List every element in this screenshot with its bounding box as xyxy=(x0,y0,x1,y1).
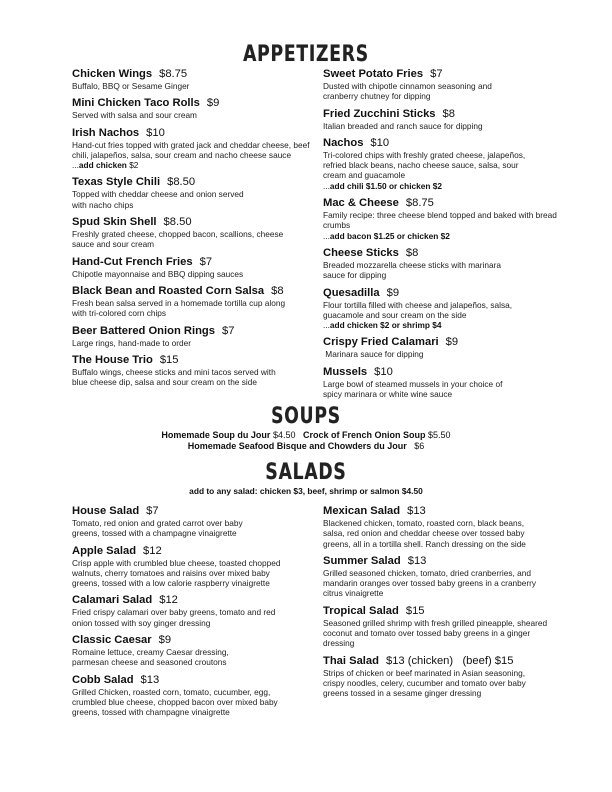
item-price: $13 xyxy=(407,505,426,517)
soups-line-1 xyxy=(0,430,612,441)
salads-left-column xyxy=(72,505,317,724)
appetizers-right-column xyxy=(323,68,568,405)
item-price: $9 xyxy=(206,97,220,110)
item-name: Cheese Sticks xyxy=(323,246,399,259)
item-price: $8 xyxy=(442,107,455,120)
item-description: Strips of chicken or beef marinated in Asian seasoning, crispy noodles, celery, cucumber and tomato over baby greens tossed in a sesame ginger dressing xyxy=(323,667,526,699)
menu-item xyxy=(72,594,317,628)
item-description: Breaded mozzarella cheese sticks with marinara sauce for dipping xyxy=(323,259,501,281)
item-description: Flour tortilla filled with cheese and jalapeños, salsa, guacamole and sour cream on the side xyxy=(323,299,513,320)
item-name: Nachos xyxy=(323,136,364,149)
item-name: Classic Caesar xyxy=(72,634,152,647)
menu-item xyxy=(323,287,568,331)
item-description: Family recipe: three cheese blend topped and baked with bread crumbs xyxy=(323,210,557,231)
item-description: Fresh bean salsa served in a homemade tortilla cup along with tri-colored corn chips xyxy=(72,297,286,319)
item-description: Large rings, hand-made to order xyxy=(72,337,191,348)
item-name: Cobb Salad xyxy=(72,673,134,686)
item-description: Buffalo wings, cheese sticks and mini tacos served with blue cheese dip, salsa and sour cream on the side xyxy=(72,366,276,388)
item-name: Beer Battered Onion Rings xyxy=(72,324,215,337)
soup-name: Homemade Soup du Jour xyxy=(161,430,271,440)
soups-heading: SOUPS xyxy=(271,404,341,429)
item-addon: ...add chicken $2 or shrimp $4 xyxy=(323,320,442,331)
item-name: Chicken Wings xyxy=(72,68,153,80)
item-name: Quesadilla xyxy=(323,286,380,299)
item-price: $10 xyxy=(374,365,393,378)
item-price: $9 xyxy=(386,286,400,299)
item-name: The House Trio xyxy=(72,353,153,366)
item-price: $9 xyxy=(158,634,172,647)
item-name: Texas Style Chili xyxy=(72,176,161,189)
menu-item xyxy=(323,555,568,599)
item-name: Crispy Fried Calamari xyxy=(323,336,439,349)
menu-item xyxy=(323,108,568,131)
menu-item xyxy=(72,674,317,718)
item-price: $15 xyxy=(405,604,425,617)
item-price: $15 xyxy=(159,353,179,366)
item-price: $8.50 xyxy=(163,216,192,229)
item-description: Buffalo, BBQ or Sesame Ginger xyxy=(72,81,190,91)
item-description: Romaine lettuce, creamy Caesar dressing, parmesan cheese and seasoned croutons xyxy=(72,647,229,668)
soup-name: Crock of French Onion Soup xyxy=(303,430,426,440)
item-price: $13 xyxy=(407,554,427,567)
menu-item xyxy=(323,336,568,359)
item-description: Chipotle mayonnaise and BBQ dipping sauces xyxy=(72,268,244,279)
menu-item xyxy=(72,176,317,210)
menu-item xyxy=(323,68,568,102)
item-name: Sweet Potato Fries xyxy=(323,68,424,80)
soup-price: $6 xyxy=(414,441,425,451)
item-addon: ...add bacon $1.25 or chicken $2 xyxy=(323,230,450,241)
item-addon: ...add chicken $2 xyxy=(72,160,139,171)
item-addon: ...add chili $1.50 or chicken $2 xyxy=(323,180,442,191)
item-price: $8.75 xyxy=(405,197,434,210)
menu-item xyxy=(323,505,568,549)
item-price: $8 xyxy=(271,284,284,297)
item-price: $13 xyxy=(140,673,160,686)
menu-item xyxy=(72,354,317,388)
menu-item xyxy=(323,605,568,649)
item-description: Topped with cheddar cheese and onion served with nacho chips xyxy=(72,189,244,210)
soups-line-2 xyxy=(0,441,612,452)
item-description: Dusted with chipotle cinnamon seasoning and cranberry chutney for dipping xyxy=(323,81,492,102)
item-name: Mac & Cheese xyxy=(323,197,399,210)
item-name: Spud Skin Shell xyxy=(72,216,157,229)
soup-price: $4.50 xyxy=(272,430,296,440)
item-description: Tomato, red onion and grated carrot over baby greens, tossed with a champagne vinaigrette xyxy=(72,518,243,539)
item-description: Freshly grated cheese, chopped bacon, scallions, cheese sauce and sour cream xyxy=(72,229,284,250)
item-description: Marinara sauce for dipping xyxy=(323,349,424,360)
menu-item xyxy=(323,137,568,191)
item-description: Italian breaded and ranch sauce for dipping xyxy=(323,120,483,131)
item-name: Fried Zucchini Sticks xyxy=(323,107,436,120)
menu-item xyxy=(72,127,317,171)
item-description: Served with salsa and sour cream xyxy=(72,110,197,121)
item-name: House Salad xyxy=(72,505,140,517)
item-name: Calamari Salad xyxy=(72,594,153,607)
item-description: Crisp apple with crumbled blue cheese, toasted chopped walnuts, cherry tomatoes and raisins over mixed baby greens, tossed with a low calorie raspberry vinaigrette xyxy=(72,557,281,589)
menu-item xyxy=(72,505,317,539)
item-price: $8 xyxy=(405,246,419,259)
item-description: Grilled Chicken, roasted corn, tomato, cucumber, egg, crumbled blue cheese, chopped bacon over mixed baby greens, tossed with champagne vinaigrette xyxy=(72,686,278,718)
item-name: Thai Salad xyxy=(323,654,379,667)
menu-item xyxy=(72,634,317,668)
menu-item xyxy=(323,655,568,699)
item-description: Hand-cut fries topped with grated jack and cheddar cheese, beef chili, jalapeños, salsa, sour cream and nacho cheese sauce xyxy=(72,139,310,160)
appetizers-left-column xyxy=(72,68,317,393)
soup-name: Homemade Seafood Bisque and Chowders du Jour xyxy=(187,441,407,451)
item-price: $8.50 xyxy=(167,176,196,189)
item-name: Black Bean and Roasted Corn Salsa xyxy=(72,284,265,297)
item-price: $7 xyxy=(146,505,159,517)
item-description: Fried crispy calamari over baby greens, tomato and red onion tossed with soy ginger dressing xyxy=(72,607,276,628)
item-name: Summer Salad xyxy=(323,554,401,567)
item-price: $7 xyxy=(430,68,443,80)
item-name: Irish Nachos xyxy=(72,126,140,139)
menu-item xyxy=(323,247,568,281)
menu-item xyxy=(72,256,317,279)
item-description: Seasoned grilled shrimp with fresh grilled pineapple, sheared coconut and tomato over tossed baby greens in a ginger dressing xyxy=(323,617,548,649)
salads-heading: SALADS xyxy=(265,460,347,485)
item-price: $10 xyxy=(146,126,165,139)
menu-item xyxy=(72,97,317,120)
item-price: $12 xyxy=(159,594,178,607)
item-description: Blackened chicken, tomato, roasted corn, black beans, salsa, red onion and cheddar cheese over tossed baby greens, all in a tortilla shell. Ranch dressing on the side xyxy=(323,518,526,549)
salads-right-column xyxy=(323,505,568,705)
appetizers-heading: APPETIZERS xyxy=(243,42,369,67)
menu-item xyxy=(72,545,317,589)
item-name: Hand-Cut French Fries xyxy=(72,255,193,268)
menu-item xyxy=(72,68,317,91)
item-price: $7 xyxy=(199,255,213,268)
menu-item xyxy=(72,325,317,348)
item-description: Grilled seasoned chicken, tomato, dried cranberries, and mandarin oranges over tossed baby greens in a cranberry citrus vinaigrette xyxy=(323,567,537,599)
item-price: $7 xyxy=(221,324,235,337)
item-name: Tropical Salad xyxy=(323,604,399,617)
item-price: $12 xyxy=(143,544,162,557)
item-price: $8.75 xyxy=(159,68,188,80)
menu-item xyxy=(323,197,568,241)
item-price: $13 (chicken) (beef) $15 xyxy=(385,654,514,667)
item-name: Mussels xyxy=(323,365,368,378)
item-description: Large bowl of steamed mussels in your choice of spicy marinara or white wine sauce xyxy=(323,378,503,400)
soup-price: $5.50 xyxy=(428,430,451,440)
item-price: $10 xyxy=(370,136,390,149)
item-name: Apple Salad xyxy=(72,544,137,557)
menu-item xyxy=(72,216,317,250)
item-description: Tri-colored chips with freshly grated cheese, jalapeños, refried black beans, nacho cheese sauce, salsa, sour cream and guacamole xyxy=(323,149,526,181)
item-name: Mexican Salad xyxy=(323,505,401,517)
item-name: Mini Chicken Taco Rolls xyxy=(72,97,200,110)
item-price: $9 xyxy=(445,336,459,349)
salads-note: add to any salad: chicken $3, beef, shrimp or salmon $4.50 xyxy=(189,486,423,496)
menu-item xyxy=(72,285,317,319)
menu-item xyxy=(323,366,568,400)
